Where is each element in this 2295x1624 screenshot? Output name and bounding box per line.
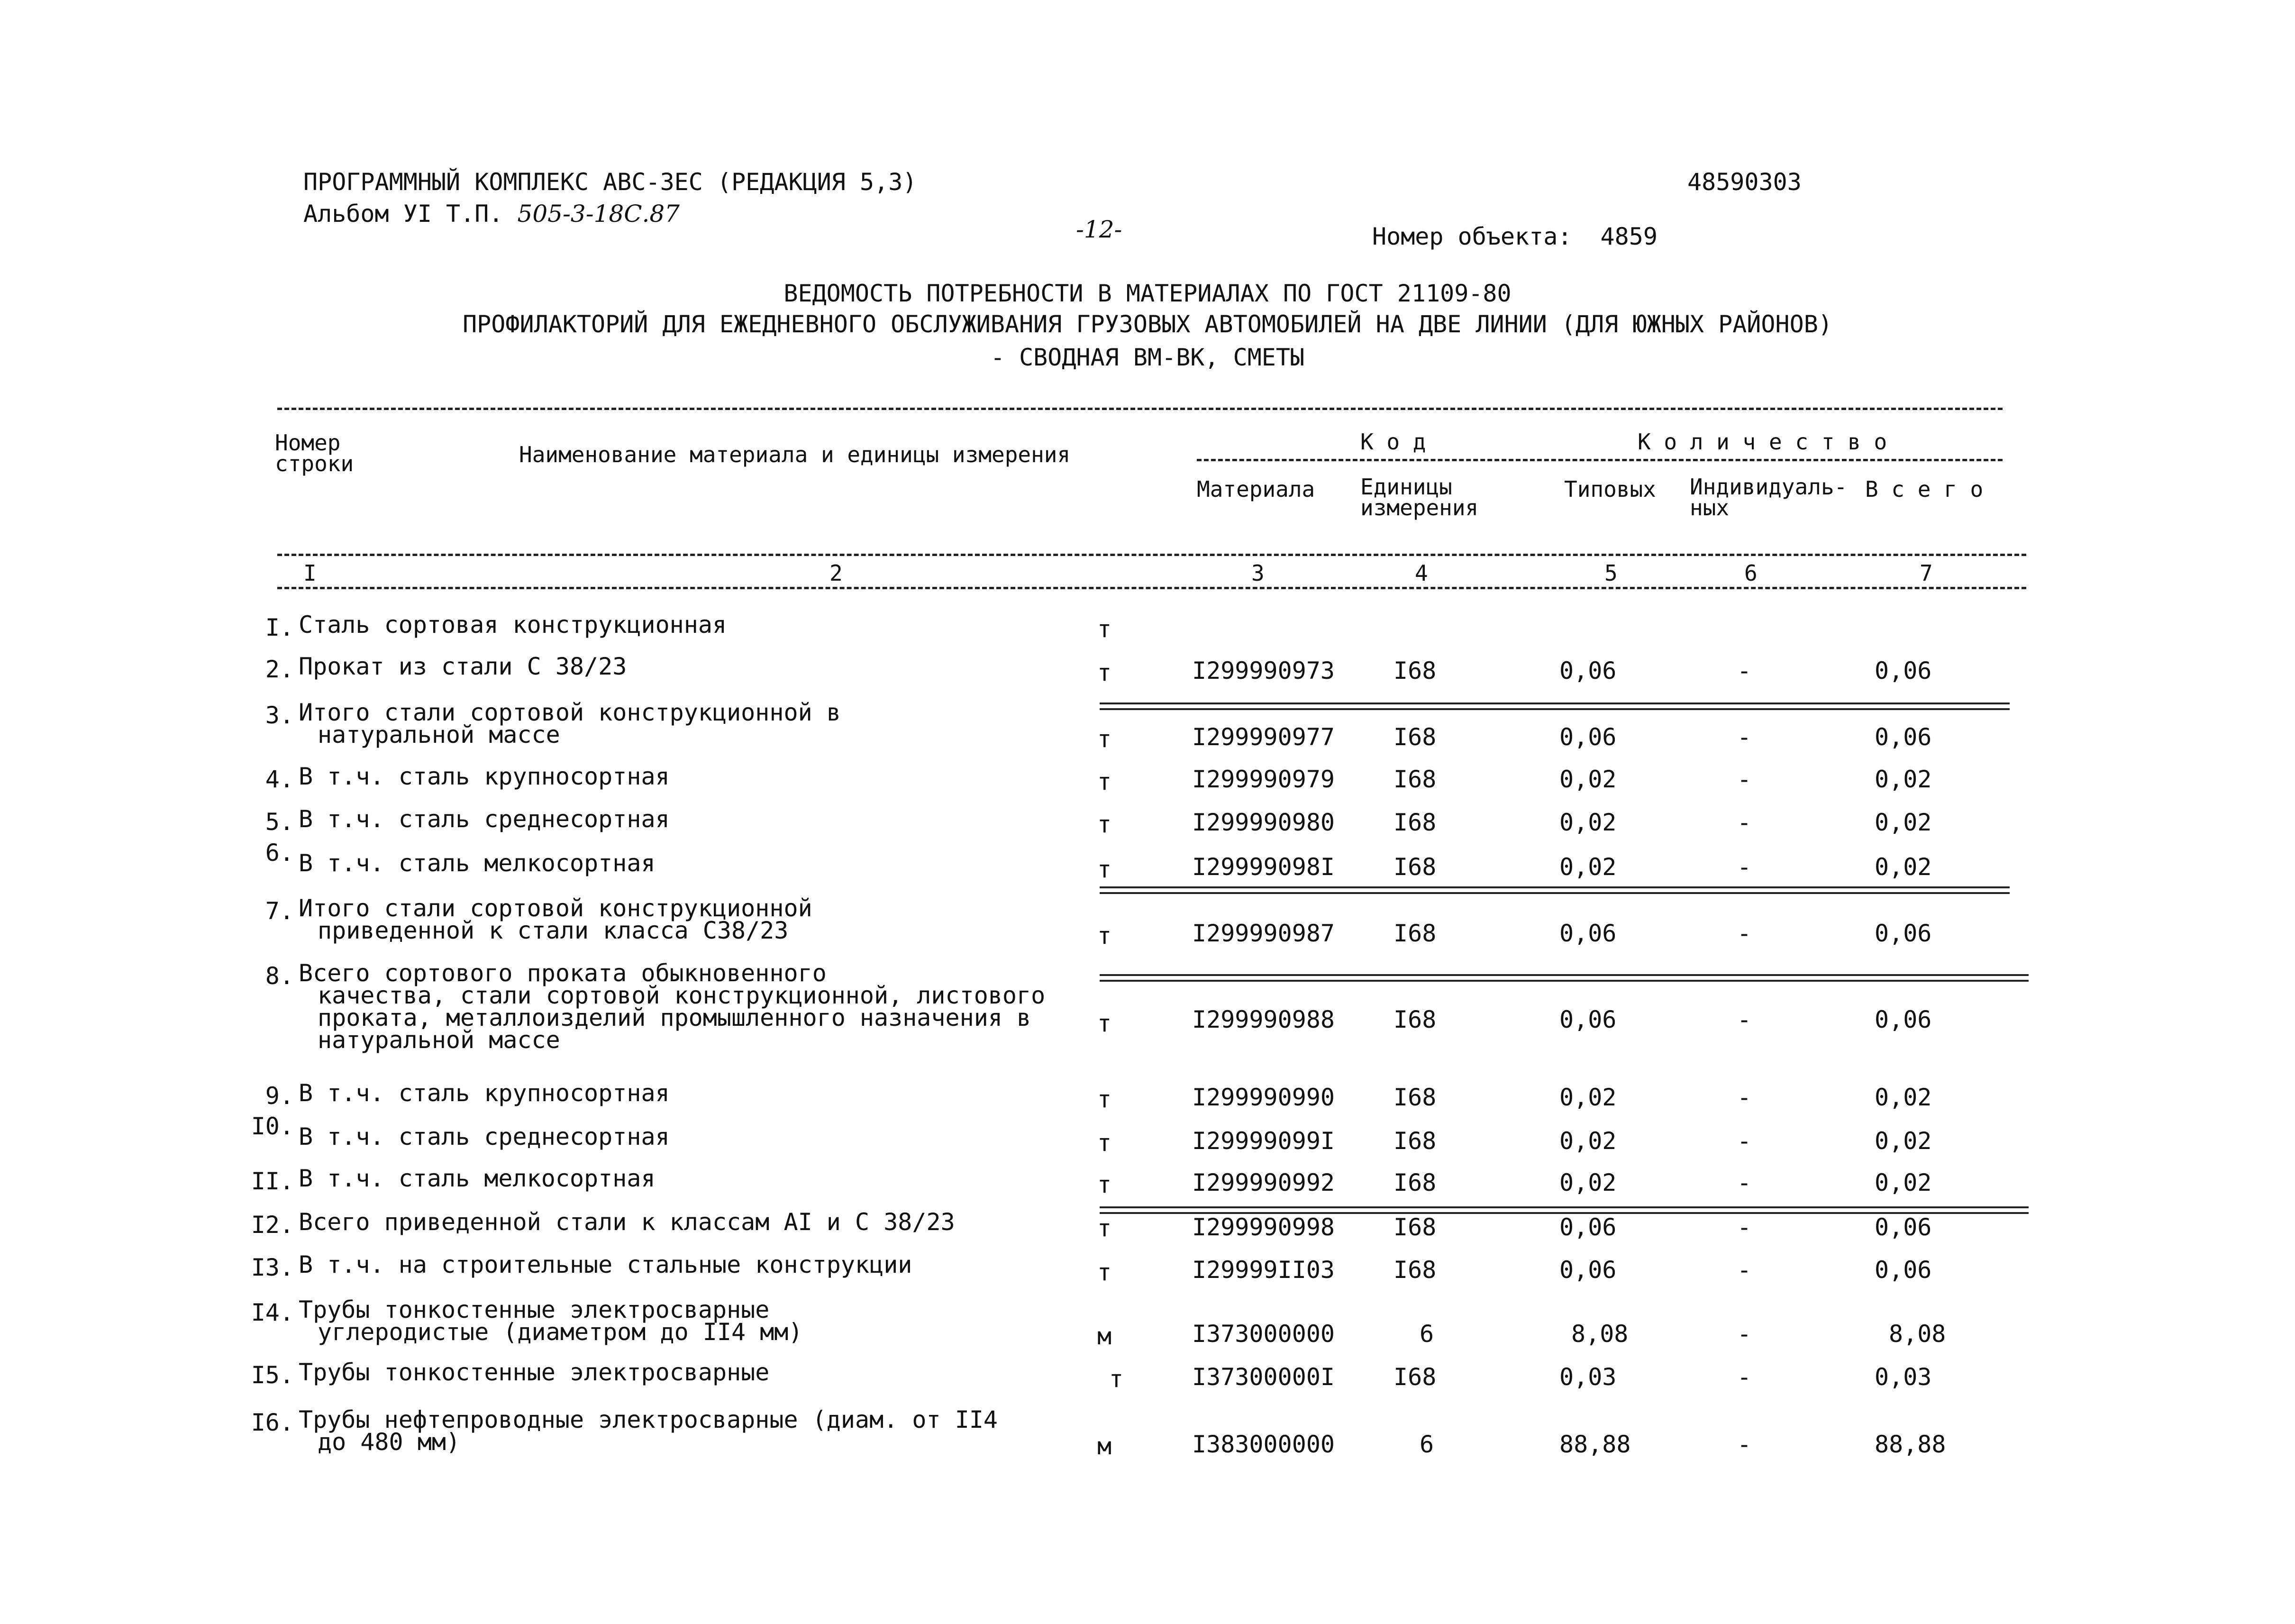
row-name: Трубы тонкостенные электросварные [299, 1359, 770, 1386]
row-typical: 0,02 [1559, 1127, 1617, 1155]
row-individual: - [1737, 1169, 1752, 1196]
row-unit-code: I68 [1393, 723, 1437, 751]
col-total-header: В с е г о [1865, 476, 1984, 502]
row-number: 3. [265, 702, 294, 729]
row-name: Прокат из стали С 38/23 [299, 653, 627, 680]
row-typical: 0,06 [1559, 723, 1617, 751]
row-unit-code: I68 [1393, 920, 1437, 947]
row-individual: - [1737, 1320, 1752, 1348]
album-handwritten: 505-3-18С.87 [517, 200, 680, 228]
row-unit: т [1097, 725, 1112, 753]
col-unit-header: Единицы измерения [1360, 474, 1479, 520]
object-number-line [1372, 223, 1658, 250]
row-unit-code: I68 [1393, 809, 1437, 836]
row-total: 0,02 [1875, 766, 1932, 793]
title-line-2: ПРОФИЛАКТОРИЙ ДЛЯ ЕЖЕДНЕВНОГО ОБСЛУЖИВАНИЯ ГРУЗОВЫХ АВТОМОБИЛЕЙ НА ДВЕ ЛИНИИ (ДЛЯ ЮЖНЫХ РАЙОНОВ) [463, 310, 1832, 338]
row-individual: - [1737, 920, 1752, 947]
row-unit: т [1097, 811, 1112, 838]
row-number: 4. [265, 766, 294, 793]
row-unit: м [1097, 1432, 1112, 1460]
row-name: В т.ч. сталь среднесортная [299, 1123, 670, 1150]
object-label: Номер объекта: [1372, 223, 1572, 250]
row-unit-code: I68 [1393, 1084, 1437, 1111]
header-rule-top [277, 554, 2026, 556]
row-material-code: I299990973 [1192, 657, 1335, 684]
row-total: 88,88 [1875, 1431, 1946, 1458]
row-total: 0,02 [1875, 1084, 1932, 1111]
row-unit: т [1109, 1365, 1124, 1393]
row-typical: 0,06 [1559, 1256, 1617, 1284]
row-individual: - [1737, 657, 1752, 684]
row-typical: 88,88 [1559, 1431, 1631, 1458]
row-material-code: I383000000 [1192, 1431, 1335, 1458]
col-number-4: 4 [1415, 560, 1428, 586]
table-top-rule [277, 408, 2003, 410]
col-material-header: Материала [1197, 476, 1315, 502]
row-number: 7. [265, 897, 294, 925]
row-unit: т [1097, 615, 1112, 643]
row-individual: - [1737, 853, 1752, 881]
row-name: В т.ч. сталь мелкосортная [299, 1165, 656, 1192]
row-name: В т.ч. сталь крупносортная [299, 1079, 670, 1107]
col-number-5: 5 [1604, 560, 1618, 586]
row-name: Итого стали сортовой конструкционной в натуральной массе [299, 699, 841, 748]
col-row-number-header: Номер строки [275, 430, 354, 476]
row-total: 0,06 [1875, 1256, 1932, 1284]
row-name: В т.ч. сталь мелкосортная [299, 849, 656, 877]
row-total: 0,06 [1875, 1213, 1932, 1241]
row-typical: 0,02 [1559, 1084, 1617, 1111]
row-unit-code: I68 [1393, 1006, 1437, 1033]
row-total: 0,06 [1875, 1006, 1932, 1033]
row-unit-code: 6 [1420, 1320, 1434, 1348]
header-rule-bottom [277, 587, 2026, 589]
row-total: 8,08 [1889, 1320, 1946, 1348]
row-typical: 0,06 [1559, 920, 1617, 947]
row-individual: - [1737, 766, 1752, 793]
row-number: 2. [265, 656, 294, 683]
row-material-code: I373000000 [1192, 1320, 1335, 1348]
row-material-code: I299990980 [1192, 809, 1335, 836]
row-material-code: I299990998 [1192, 1213, 1335, 1241]
row-typical: 0,06 [1559, 1213, 1617, 1241]
col-number-1: I [303, 560, 317, 586]
row-number: I4. [251, 1299, 294, 1326]
row-unit: т [1097, 1129, 1112, 1157]
row-individual: - [1737, 1431, 1752, 1458]
col-number-7: 7 [1920, 560, 1933, 586]
row-name: Всего приведенной стали к классам АI и С 38/23 [299, 1208, 955, 1236]
row-unit-code: I68 [1393, 1127, 1437, 1155]
row-unit: т [1097, 922, 1112, 949]
row-unit-code: I68 [1393, 766, 1437, 793]
row-unit: т [1097, 1259, 1112, 1286]
row-unit: т [1097, 1086, 1112, 1113]
row-unit-code: I68 [1393, 1213, 1437, 1241]
row-total: 0,06 [1875, 723, 1932, 751]
row-material-code: I29999098I [1192, 853, 1335, 881]
separator-rule [1100, 1206, 2029, 1214]
row-name: В т.ч. сталь крупносортная [299, 763, 670, 790]
col-individual-header: Индивидуаль- ных [1690, 474, 1848, 520]
row-typical: 0,06 [1559, 657, 1617, 684]
row-unit: т [1097, 856, 1112, 883]
col-qty-group-header: К о л и ч е с т в о [1633, 429, 1892, 455]
row-total: 0,02 [1875, 853, 1932, 881]
row-number: II. [251, 1168, 294, 1195]
row-individual: - [1737, 1213, 1752, 1241]
row-number: I2. [251, 1211, 294, 1239]
row-unit-code: 6 [1420, 1431, 1434, 1458]
col-number-3: 3 [1251, 560, 1265, 586]
title-line-3: - СВОДНАЯ ВМ-ВК, СМЕТЫ [990, 344, 1305, 371]
row-material-code: I29999099I [1192, 1127, 1335, 1155]
row-individual: - [1737, 1084, 1752, 1111]
row-name: Итого стали сортовой конструкционной приведенной к стали класса С38/23 [299, 894, 812, 944]
row-individual: - [1737, 723, 1752, 751]
row-total: 0,02 [1875, 809, 1932, 836]
row-material-code: I299990977 [1192, 723, 1335, 751]
album-label [303, 200, 680, 228]
row-typical: 0,03 [1559, 1363, 1617, 1391]
row-material-code: I299990990 [1192, 1084, 1335, 1111]
row-material-code: I299990992 [1192, 1169, 1335, 1196]
row-total: 0,02 [1875, 1169, 1932, 1196]
row-name: В т.ч. сталь среднесортная [299, 805, 670, 833]
col-number-6: 6 [1744, 560, 1758, 586]
row-unit: т [1097, 1171, 1112, 1198]
row-number: I3. [251, 1254, 294, 1281]
row-typical: 0,02 [1559, 1169, 1617, 1196]
row-unit-code: I68 [1393, 1363, 1437, 1391]
row-typical: 0,06 [1559, 1006, 1617, 1033]
row-total: 0,06 [1875, 657, 1932, 684]
col-code-group-header: К о д [1356, 429, 1430, 455]
title-line-1: ВЕДОМОСТЬ ПОТРЕБНОСТИ В МАТЕРИАЛАХ ПО ГОСТ 21109-80 [783, 280, 1512, 307]
row-total: 0,02 [1875, 1127, 1932, 1155]
row-material-code: I29999II03 [1192, 1256, 1335, 1284]
separator-rule [1100, 703, 2010, 710]
album-prefix: Альбом УI Т.П. [303, 200, 503, 228]
row-number: 8. [265, 962, 294, 990]
row-name: Сталь сортовая конструкционная [299, 611, 727, 639]
row-number: 5. [265, 808, 294, 836]
row-unit-code: I68 [1393, 853, 1437, 881]
row-name: Всего сортового проката обыкновенного качества, стали сортовой конструкционной, листового проката, металлоизделий промышленного назначения в натуральной массе [299, 959, 1046, 1054]
row-unit-code: I68 [1393, 1256, 1437, 1284]
row-total: 0,03 [1875, 1363, 1932, 1391]
col-number-2: 2 [829, 560, 843, 586]
row-individual: - [1737, 1006, 1752, 1033]
row-material-code: I299990987 [1192, 920, 1335, 947]
separator-rule [1100, 974, 2029, 982]
row-typical: 0,02 [1559, 853, 1617, 881]
row-unit: т [1097, 1214, 1112, 1242]
separator-rule [1100, 886, 2010, 894]
page-mark: -12- [1076, 216, 1122, 243]
row-typical: 0,02 [1559, 809, 1617, 836]
row-name: Трубы тонкостенные электросварные углеродистые (диаметром до II4 мм) [299, 1296, 803, 1346]
row-unit-code: I68 [1393, 657, 1437, 684]
row-name: В т.ч. на строительные стальные конструкции [299, 1251, 912, 1278]
row-individual: - [1737, 1363, 1752, 1391]
col-typical-header: Типовых [1564, 476, 1656, 502]
row-typical: 0,02 [1559, 766, 1617, 793]
row-number: 6. [265, 839, 294, 867]
row-number: I5. [251, 1361, 294, 1389]
row-unit: м [1097, 1323, 1112, 1350]
row-unit-code: I68 [1393, 1169, 1437, 1196]
row-number: I. [265, 614, 294, 641]
row-unit: т [1097, 1010, 1112, 1037]
row-material-code: I37300000I [1192, 1363, 1335, 1391]
row-number: I6. [251, 1409, 294, 1436]
row-unit: т [1097, 659, 1112, 686]
row-name: Трубы нефтепроводные электросварные (диам. от II4 до 480 мм) [299, 1406, 998, 1456]
document-code: 48590303 [1687, 168, 1802, 196]
row-material-code: I299990988 [1192, 1006, 1335, 1033]
row-number: 9. [265, 1082, 294, 1110]
row-individual: - [1737, 1256, 1752, 1284]
row-individual: - [1737, 1127, 1752, 1155]
row-individual: - [1737, 809, 1752, 836]
row-unit: т [1097, 768, 1112, 795]
row-material-code: I299990979 [1192, 766, 1335, 793]
program-title: ПРОГРАММНЫЙ КОМПЛЕКС АВС-ЗЕС (РЕДАКЦИЯ 5,3) [303, 168, 917, 196]
row-typical: 8,08 [1571, 1320, 1629, 1348]
col-name-header: Наименование материала и единицы измерения [519, 442, 1071, 467]
row-total: 0,06 [1875, 920, 1932, 947]
group-header-rule [1197, 459, 2003, 461]
object-number: 4859 [1600, 223, 1658, 250]
row-number: I0. [251, 1113, 294, 1140]
